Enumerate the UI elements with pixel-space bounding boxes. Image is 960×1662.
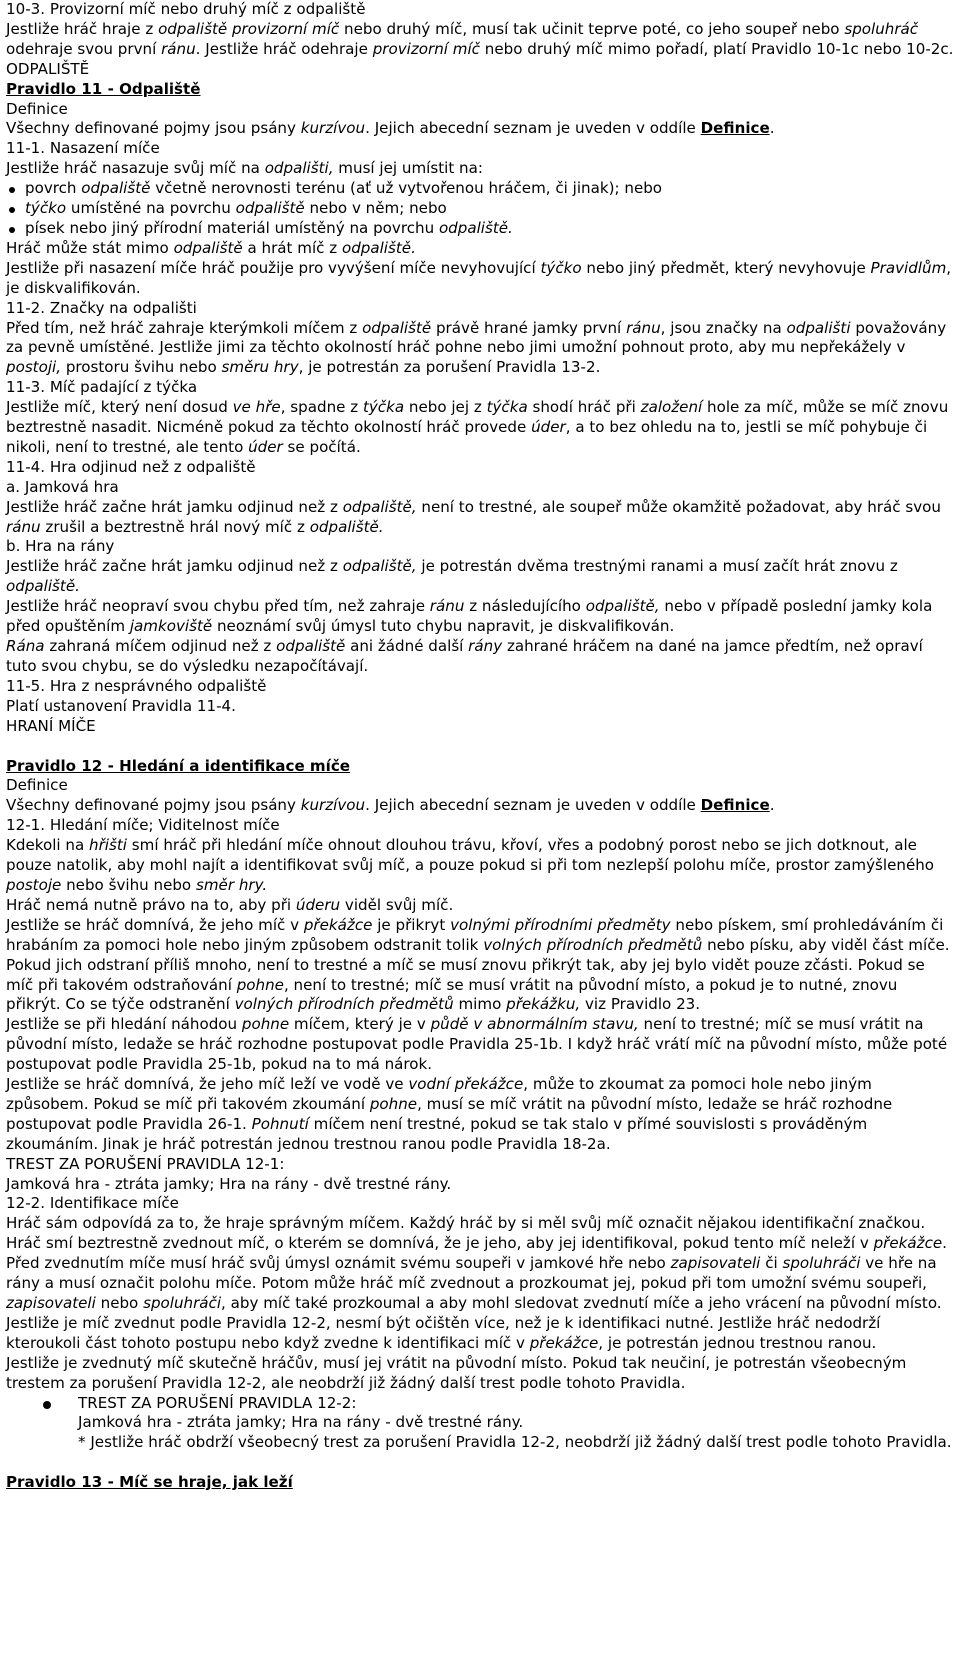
definice-link[interactable]: Definice: [700, 796, 770, 815]
spacer: [6, 1453, 954, 1473]
rule-12-1-penalty-text: Jamková hra - ztráta jamky; Hra na rány - dvě trestné rány.: [6, 1174, 452, 1193]
rule-11-heading: Pravidlo 11 - Odpaliště: [6, 79, 201, 98]
rule-12-1-title: 12-1. Hledání míče; Viditelnost míče: [6, 816, 280, 835]
rule-11-1-paragraph: Hráč může stát mimo odpaliště a hrát míč z odpaliště.: [6, 238, 416, 257]
rule-11-1-bullet-list: [6, 179, 954, 239]
rule-12-2-penalty-text: Jamková hra - ztráta jamky; Hra na rány - dvě trestné rány.: [78, 1413, 524, 1432]
rule-11-definice-label: Definice: [6, 99, 68, 118]
rule-11-4b-text: Jestliže hráč začne hrát jamku odjinud než z odpaliště, je potrestán dvěma trestnými ranami a musí začít hrát znovu z odpaliště.: [6, 557, 898, 596]
rule-12-2-penalty-list: [6, 1394, 954, 1454]
rule-11-5-text: Platí ustanovení Pravidla 11-4.: [6, 696, 236, 715]
rule-11-1-intro: Jestliže hráč nasazuje svůj míč na odpališti, musí jej umístit na:: [6, 159, 483, 178]
rule-12-2-title: 12-2. Identifikace míče: [6, 1194, 179, 1213]
list-item: týčko umístěné na povrchu odpaliště nebo v něm; nebo: [6, 199, 954, 219]
spacer: [6, 737, 954, 757]
section-hrani-mice: HRANÍ MÍČE: [6, 716, 96, 735]
list-item: písek nebo jiný přírodní materiál umístěný na povrchu odpaliště.: [6, 219, 954, 239]
rule-11-5-title: 11-5. Hra z nesprávného odpaliště: [6, 676, 267, 695]
rule-11-4-title: 11-4. Hra odjinud než z odpaliště: [6, 457, 256, 476]
rule-12-1-paragraph: Hráč nemá nutně právo na to, aby při úderu viděl svůj míč.: [6, 895, 454, 914]
rule-12-heading: Pravidlo 12 - Hledání a identifikace míče: [6, 756, 351, 775]
list-item: [6, 1394, 954, 1454]
rule-12-1-paragraph: Jestliže se při hledání náhodou pohne míčem, který je v půdě v abnormálním stavu, není to trestné; míč se musí vrátit na původní místo, ledaže se hráč rozhodne postupovat podle Pravidla 25-1b. I když hráč vrátí míč na původní místo, může poté postupovat podle Pravidla 25-1b, pokud na to má nárok.: [6, 1015, 948, 1074]
rule-11-4b-text: Rána zahraná míčem odjinud než z odpaliště ani žádné další rány zahrané hráčem na dané na jamce předtím, než opraví tuto svou chybu, se do výsledku nezapočítávají.: [6, 637, 923, 675]
rule-11-4b-text: Jestliže hráč neopraví svou chybu před tím, než zahraje ránu z následujícího odpaliště, nebo v případě poslední jamky kola před opuštěním jamkoviště neoznámí svůj úmysl tuto chybu napravit, je diskvalifikován.: [6, 597, 933, 636]
rule-12-1-penalty-title: TREST ZA PORUŠENÍ PRAVIDLA 12-1:: [6, 1154, 285, 1173]
definice-link[interactable]: Definice: [700, 119, 770, 138]
rule-11-3-text: Jestliže míč, který není dosud ve hře, spadne z týčka nebo jej z týčka shodí hráč při založení hole za míč, může se míč znovu beztrestně nasadit. Nicméně pokud za těchto okolností hráč provede úder, a to bez ohledu na to, jestli se míč pohybuje či nikoli, není to trestné, ale tento úder se počítá.: [6, 398, 949, 456]
rule-12-1-paragraph: Kdekoli na hřišti smí hráč při hledání míče ohnout dlouhou trávu, křoví, vřes a podobný porost nebo se jich dotknout, ale pouze natolik, aby mohl najít a identifikovat svůj míč, a pouze pokud si při tom nezlepší polohu míče, prostor zamýšleného postoje nebo švihu nebo směr hry.: [6, 836, 935, 894]
rule-11-definice-text: Všechny definované pojmy jsou psány kurzívou. Jejich abecední seznam je uveden v oddíle Definice.: [6, 119, 775, 138]
list-item: povrch odpaliště včetně nerovnosti terénu (ať už vytvořenou hráčem, či jinak); nebo: [6, 179, 954, 199]
rule-12-1-paragraph: Jestliže se hráč domnívá, že jeho míč v překážce je přikryt volnými přírodními předměty nebo pískem, smí prohledáváním či hrabáním za pomoci hole nebo jiným způsobem odstranit tolik volných přírodních předmětů nebo písku, aby viděl část míče. Pokud jich odstraní příliš mnoho, není to trestné a míč se musí znovu přikrýt tak, aby jej bylo vidět pouze zčásti. Pokud se míč při takovém odstraňování pohne, není to trestné; míč se musí vrátit na původní místo, a pokud je to nutné, znovu přikrýt. Co se týče odstranění volných přírodních předmětů mimo překážku, viz Pravidlo 23.: [6, 915, 950, 1014]
rule-12-2-paragraph: Před zvednutím míče musí hráč svůj úmysl oznámit svému soupeři v jamkové hře nebo zapisovateli či spoluhráči ve hře na rány a musí označit polohu míče. Potom může hráč míč zvednout a prozkoumat jej, pokud při tom umožní svému soupeři, zapisovateli nebo spoluhráči, aby míč také prozkoumal a aby mohl sledovat zvednutí míče a jeho vrácení na původní místo. Jestliže je míč zvednut podle Pravidla 12-2, nesmí být očištěn více, než je k identifikaci nutné. Jestliže hráč nedodrží kteroukoli část tohoto postupu nebo když zvedne k identifikaci míč v překážce, je potrestán jednou trestnou ranou.: [6, 1254, 942, 1352]
section-odpaliste: ODPALIŠTĚ: [6, 59, 90, 78]
rule-13-heading: Pravidlo 13 - Míč se hraje, jak leží: [6, 1473, 293, 1492]
rule-11-1-title: 11-1. Nasazení míče: [6, 139, 160, 158]
rule-12-2-paragraph: Jestliže je zvednutý míč skutečně hráčův, musí jej vrátit na původní místo. Pokud tak neučiní, je potrestán všeobecným trestem za porušení Pravidla 12-2, ale neobdrží již žádný další trest podle tohoto Pravidla.: [6, 1353, 907, 1392]
rule-12-1-paragraph: Jestliže se hráč domnívá, že jeho míč leží ve vodě ve vodní překážce, může to zkoumat za pomoci hole nebo jiným způsobem. Pokud se míč při takovém zkoumání pohne, musí se míč vrátit na původní místo, ledaže se hráč rozhodne postupovat podle Pravidla 26-1. Pohnutí míčem není trestné, pokud se tak stalo v přímé souvislosti s prováděným zkoumáním. Jinak je hráč potrestán jednou trestnou ranou podle Pravidla 18-2a.: [6, 1075, 893, 1153]
rule-12-2-penalty-note: * Jestliže hráč obdrží všeobecný trest za porušení Pravidla 12-2, neobdrží již žádný další trest podle tohoto Pravidla.: [78, 1433, 952, 1452]
rule-12-2-paragraph: Hráč sám odpovídá za to, že hraje správným míčem. Každý hráč by si měl svůj míč označit nějakou identifikační značkou.: [6, 1214, 926, 1233]
rule-11-4a-title: a. Jamková hra: [6, 477, 119, 496]
rule-11-3-title: 11-3. Míč padající z týčka: [6, 378, 198, 397]
rule-10-3-text: Jestliže hráč hraje z odpaliště provizorní míč nebo druhý míč, musí tak učinit teprve poté, co jeho soupeř nebo spoluhráč odehraje svou první ránu. Jestliže hráč odehraje provizorní míč nebo druhý míč mimo pořadí, platí Pravidlo 10-1c nebo 10-2c.: [6, 19, 954, 58]
rule-12-definice-label: Definice: [6, 776, 68, 795]
rule-11-1-paragraph: Jestliže při nasazení míče hráč použije pro vyvýšení míče nevyhovující týčko nebo jiný předmět, který nevyhovuje Pravidlům, je diskvalifikován.: [6, 258, 952, 297]
rule-12-definice-text: Všechny definované pojmy jsou psány kurzívou. Jejich abecední seznam je uveden v oddíle Definice.: [6, 796, 775, 815]
rule-10-3-title: 10-3. Provizorní míč nebo druhý míč z odpaliště: [6, 0, 366, 18]
rule-11-4b-title: b. Hra na rány: [6, 537, 115, 556]
rule-11-2-text: Před tím, než hráč zahraje kterýmkoli míčem z odpaliště právě hrané jamky první ránu, jsou značky na odpališti považovány za pevně umístěné. Jestliže jimi za těchto okolností hráč pohne nebo jimi umožní pohnout proto, aby mu nepřekážely v postoji, prostoru švihu nebo směru hry, je potrestán za porušení Pravidla 13-2.: [6, 318, 947, 377]
rule-12-2-penalty-title: TREST ZA PORUŠENÍ PRAVIDLA 12-2:: [78, 1393, 357, 1412]
rule-11-2-title: 11-2. Značky na odpališti: [6, 298, 197, 317]
rule-12-2-paragraph: Hráč smí beztrestně zvednout míč, o kterém se domnívá, že je jeho, aby jej identifikoval, pokud tento míč neleží v překážce.: [6, 1234, 947, 1253]
rule-11-4a-text: Jestliže hráč začne hrát jamku odjinud než z odpaliště, není to trestné, ale soupeř může okamžitě požadovat, aby hráč svou ránu zrušil a beztrestně hrál nový míč z odpaliště.: [6, 497, 941, 536]
